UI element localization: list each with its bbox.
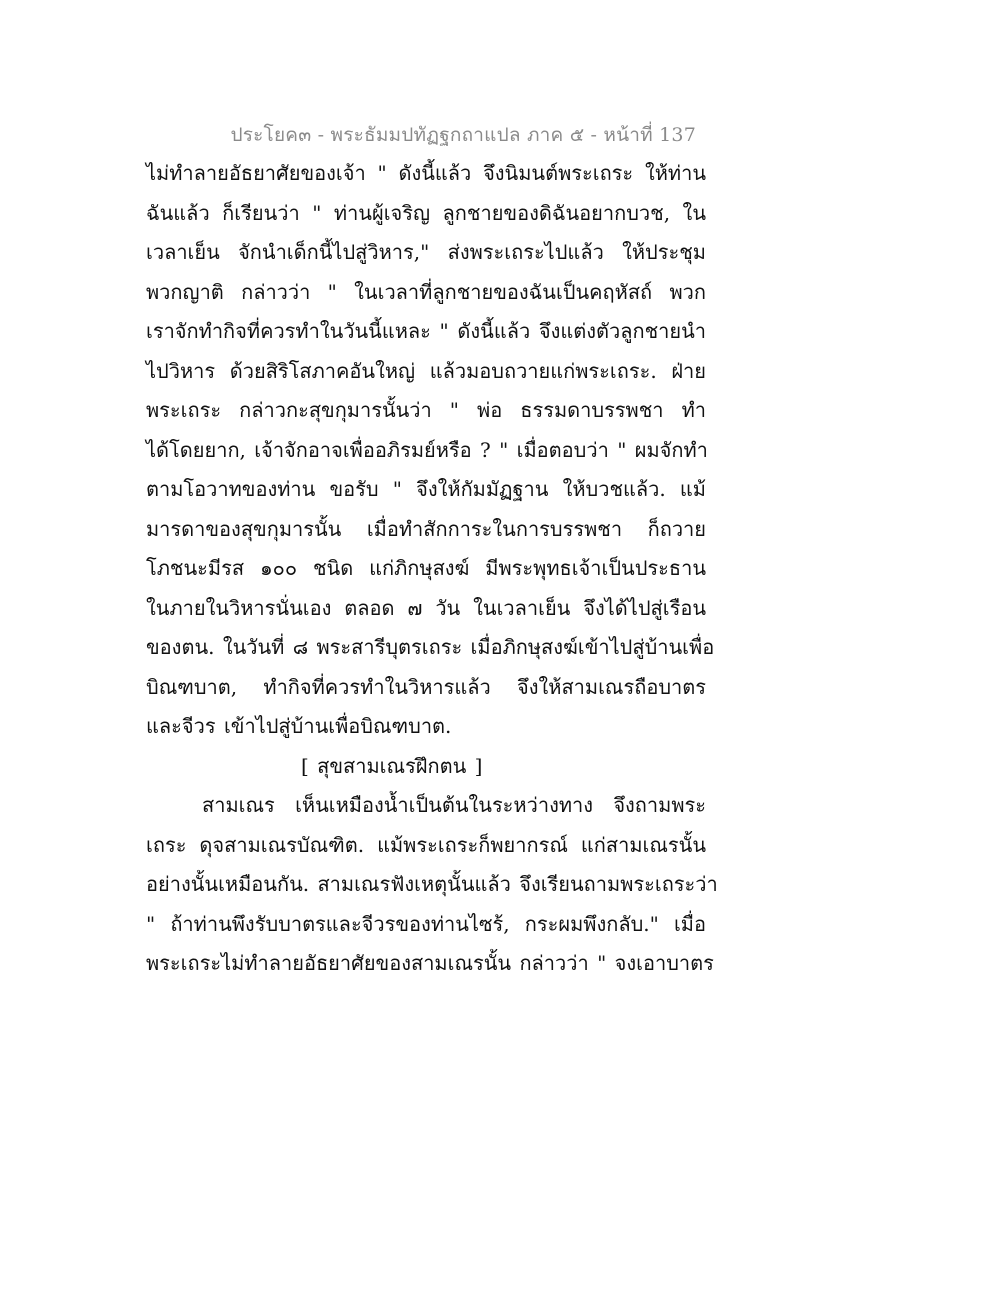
body-text <box>146 154 718 984</box>
text-line: ในภายในวิหารนั่นเอง ตลอด ๗ วัน ในเวลาเย็น จึงได้ไปสู่เรือน <box>146 595 706 620</box>
text-line: ได้โดยยาก, เจ้าจักอาจเพื่ออภิรมย์หรือ ? " เมื่อตอบว่า " ผมจักทำ <box>146 437 708 462</box>
text-line: เวลาเย็น จักนำเด็กนี้ไปสู่วิหาร," ส่งพระเถระไปแล้ว ให้ประชุม <box>146 240 706 264</box>
text-line: อย่างนั้นเหมือนกัน. สามเณรฟังเหตุนั้นแล้ว จึงเรียนถามพระเถระว่า <box>146 872 718 896</box>
text-line: " ถ้าท่านพึงรับบาตรและจีวรของท่านไซร้, กระผมพึงกลับ." เมื่อ <box>146 911 706 936</box>
text-line: ตามโอวาทของท่าน ขอรับ " จึงให้กัมมัฏฐาน ให้บวชแล้ว. แม้ <box>146 477 706 501</box>
text-line: ฉันแล้ว ก็เรียนว่า " ท่านผู้เจริญ ลูกชายของดิฉันอยากบวช, ใน <box>146 200 706 225</box>
text-line: และจีวร เข้าไปสู่บ้านเพื่อบิณฑบาต. <box>146 714 452 738</box>
text-line: โภชนะมีรส ๑๐๐ ชนิด แก่ภิกษุสงฆ์ มีพระพุทธเจ้าเป็นประธาน <box>146 556 706 580</box>
text-line: มารดาของสุขกุมารนั้น เมื่อทำสักการะในการบรรพชา ก็ถวาย <box>146 516 706 541</box>
text-line: เราจักทำกิจที่ควรทำในวันนี้แหละ " ดังนี้แล้ว จึงแต่งตัวลูกชายนำ <box>146 319 706 343</box>
text-line: ไม่ทำลายอัธยาศัยของเจ้า " ดังนี้แล้ว จึงนิมนต์พระเถระ ให้ท่าน <box>146 161 706 185</box>
text-line: พวกญาติ กล่าวว่า " ในเวลาที่ลูกชายของฉันเป็นคฤหัสถ์ พวก <box>146 279 706 304</box>
text-line: ไปวิหาร ด้วยสิริโสภาคอันใหญ่ แล้วมอบถวายแก่พระเถระ. ฝ่าย <box>146 358 706 383</box>
running-header: ประโยค๓ - พระธัมมปทัฏฐกถาแปล ภาค ๕ - หน้าที่ 137 <box>230 124 696 146</box>
text-line: สามเณร เห็นเหมืองน้ำเป็นต้นในระหว่างทาง จึงถามพระ <box>202 793 706 817</box>
text-line: พระเถระ กล่าวกะสุขกุมารนั้นว่า " พ่อ ธรรมดาบรรพชา ทำ <box>146 398 706 422</box>
text-line: พระเถระไม่ทำลายอัธยาศัยของสามเณรนั้น กล่าวว่า " จงเอาบาตร <box>146 951 714 975</box>
section-heading: [ สุขสามเณรฝึกตน ] <box>301 753 483 778</box>
text-line: ของตน. ในวันที่ ๘ พระสารีบุตรเถระ เมื่อภิกษุสงฆ์เข้าไปสู่บ้านเพื่อ <box>146 635 715 659</box>
text-line: เถระ ดุจสามเณรบัณฑิต. แม้พระเถระก็พยากรณ์ แก่สามเณรนั้น <box>146 832 706 857</box>
text-line: บิณฑบาต, ทำกิจที่ควรทำในวิหารแล้ว จึงให้สามเณรถือบาตร <box>146 674 706 699</box>
